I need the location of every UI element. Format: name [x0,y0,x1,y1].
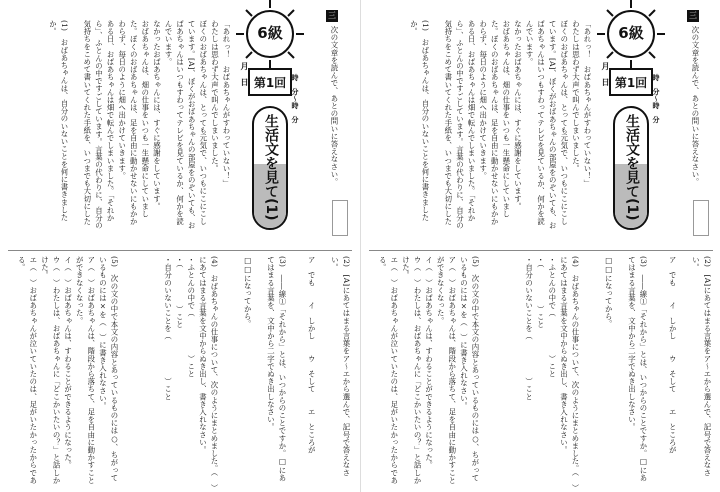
question-2: (2) [A]にあてはまる言葉をア〜エから選んで、記号で答えなさい。 ア でも イ しかし ウ そして エ ところが [668,256,712,477]
question-4: (4) おばあちゃんの仕事について、次のようにまとめました。（ ）にあてはまる言葉を文中からぬき出し、書き入れなさい。 ・ふとんの中で（ ）こと ・（ ）こと ・自分のいないことを（ ）こと [163,256,219,488]
question-3: (3) ――線①「それから」とは、いつからのことですか。□にあてはまる言葉を、文中から二字でぬき出しなさい。 □□になってから。 [604,256,648,482]
question-4: (4) おばあちゃんの仕事について、次のようにまとめました。（ ）にあてはまる言葉を文中からぬき出し、書き入れなさい。 ・ふとんの中で（ ）こと ・（ ）こと ・自分のいないことを（ ）こと [524,256,580,488]
instruction-text: 次の文章を読んで、あとの問いに答えなさい。 [691,26,700,186]
worksheet-title: 生活文を見て(1) [624,114,640,221]
divider-line [8,250,352,251]
worksheet-page-right [360,0,720,492]
question-5: (5) 次の文の中で本文の内容とあっているものには○、ちがっているものには×を（ ）に書き入れなさい。 ア（ ）おばあちゃんは、階段から落ちて、足を自由に動かすことができなくなった。 イ（ ）おばあちゃんは、すわることができるようになった。 ウ（ ）わたしは、おばあちゃんに「どこかいたいの？」と話しかけた。 エ（ ）おばあちゃんが泣いていたのは、足がいたかったからである。 [378,256,480,484]
question-2: (2) [A]にあてはまる言葉をア〜エから選んで、記号で答えなさい。 ア でも イ しかし ウ そして エ ところが [307,256,351,477]
round-label: 第1回 [609,68,653,96]
date-labels: 月 日 [240,62,249,86]
section-number: 三 [328,11,336,20]
answer-box-1[interactable] [693,200,709,236]
date-labels: 月 日 [601,62,610,86]
section-number: 三 [689,11,697,20]
time-labels: 時 分〜時 分 [291,74,299,123]
round-label: 第1回 [248,68,292,96]
main-passage: 「あれっ！ おばあちゃんがすわっていない！」 わたしは思わず大声で叫んでしまいました。 ぼくのおばあちゃんは、とっても元気で、いつもにこにこしています。[A]、ぼくがおばあちゃんの部屋をのぞいても、おばあちゃんはいつもすわってテレビを見ているか、何かを読んでいます。 なかったおばあちゃんには、すぐに感謝をしています。 おばあちゃんは、畑の仕事をいつも一生懸命にしていました。ぼくのおばあちゃんは、足を自由に動かせないにもかかわらず、毎日のように畑へ出かけていきます。 ある日、おばあちゃんは畑で転んでしまいました。「それから」、ふとんの中ですごしています。言葉の代わりに、自分の気持ちをこめて書いてくれた手紙を、いつまでも大切にした [443,20,592,230]
question-1: (1) おばあちゃんは、自分のいないことを何に書きましたか。 [409,20,430,222]
title-pill [252,106,288,230]
worksheet-title: 生活文を見て(1) [263,114,279,221]
main-passage: 「あれっ！ おばあちゃんがすわっていない！」 わたしは思わず大声で叫んでしまいました。 ぼくのおばあちゃんは、とっても元気で、いつもにこにこしています。[A]、ぼくがおばあちゃんの部屋をのぞいても、おばあちゃんはいつもすわってテレビを見ているか、何かを読んでいます。 なかったおばあちゃんには、すぐに感謝をしています。 おばあちゃんは、畑の仕事をいつも一生懸命にしていました。ぼくのおばあちゃんは、足を自由に動かせないにもかかわらず、毎日のように畑へ出かけていきます。 ある日、おばあちゃんは畑で転んでしまいました。「それから」、ふとんの中ですごしています。言葉の代わりに、自分の気持ちをこめて書いてくれた手紙を、いつまでも大切にした [82,20,231,230]
question-5: (5) 次の文の中で本文の内容とあっているものには○、ちがっているものには×を（ ）に書き入れなさい。 ア（ ）おばあちゃんは、階段から落ちて、足を自由に動かすことができなくなった。 イ（ ）おばあちゃんは、すわることができるようになった。 ウ（ ）わたしは、おばあちゃんに「どこかいたいの？」と話しかけた。 エ（ ）おばあちゃんが泣いていたのは、足がいたかったからである。 [17,256,119,484]
grade-label: 6級 [618,24,644,42]
question-3: (3) ――線①「それから」とは、いつからのことですか。□にあてはまる言葉を、文中から二字でぬき出しなさい。 □□になってから。 [243,256,287,482]
divider-line [369,250,713,251]
time-labels: 時 分〜時 分 [652,74,660,123]
title-pill [613,106,649,230]
grade-label: 6級 [257,24,283,42]
instruction-text: 次の文章を読んで、あとの問いに答えなさい。 [330,26,339,186]
worksheet-header [595,4,665,240]
question-1: (1) おばあちゃんは、自分のいないことを何に書きましたか。 [48,20,69,222]
worksheet-header [234,4,304,240]
answer-box-1[interactable] [332,200,348,236]
